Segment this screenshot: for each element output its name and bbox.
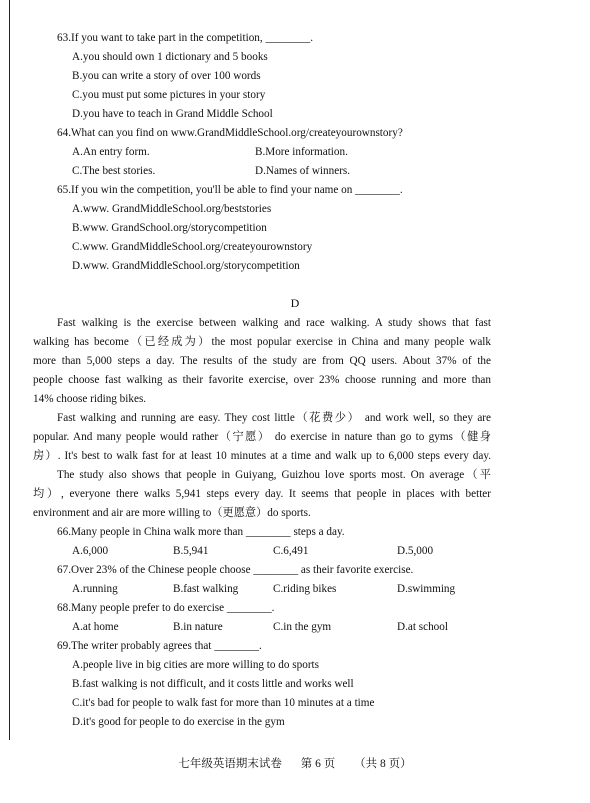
passage-line-6: Fast walking and running are easy. They cost little（花费少） and work well, so they are bbox=[57, 412, 491, 424]
q68-option-c: C.in the gym bbox=[273, 621, 332, 633]
q66-option-a: A.6,000 bbox=[72, 545, 109, 557]
passage-line-9: The study also shows that people in Guiyang, Guizhou love sports most. On average（平 bbox=[57, 469, 491, 481]
q68-option-b: B.in nature bbox=[173, 621, 223, 633]
question-65: 65.If you win the competition, you'll be able to find your name on ________. bbox=[57, 184, 403, 196]
question-64: 64.What can you find on www.GrandMiddleSchool.org/createyourownstory? bbox=[57, 127, 403, 139]
q67-option-b: B.fast walking bbox=[173, 583, 239, 595]
q68-option-d: D.at school bbox=[397, 621, 448, 633]
passage-line-1: Fast walking is the exercise between walking and race walking. A study shows that fast bbox=[57, 317, 491, 329]
q65-option-c: C.www. GrandMiddleSchool.org/createyourownstory bbox=[72, 241, 313, 253]
question-67: 67.Over 23% of the Chinese people choose ________ as their favorite exercise. bbox=[57, 564, 414, 576]
q65-option-a: A.www. GrandMiddleSchool.org/beststories bbox=[72, 203, 272, 215]
passage-line-10: 均）, everyone there walks 5,941 steps every day. It seems that people in places with better bbox=[33, 488, 491, 500]
q64-option-a: A.An entry form. bbox=[72, 146, 150, 158]
margin-rule bbox=[9, 0, 10, 740]
q69-option-d: D.it's good for people to do exercise in the gym bbox=[72, 716, 285, 728]
q66-option-b: B.5,941 bbox=[173, 545, 209, 557]
q64-option-b: B.More information. bbox=[255, 146, 348, 158]
passage-line-11: environment and air are more willing to（更愿意）do sports. bbox=[33, 507, 311, 519]
passage-line-8: 房）. It's best to walk fast for at least 10 minutes at a time and walk up to 6,000 steps every day. bbox=[33, 450, 491, 462]
q69-option-a: A.people live in big cities are more willing to do sports bbox=[72, 659, 320, 671]
q63-option-d: D.you have to teach in Grand Middle School bbox=[72, 108, 273, 120]
question-66: 66.Many people in China walk more than ________ steps a day. bbox=[57, 526, 345, 538]
passage-line-5: 14% choose riding bikes. bbox=[33, 393, 147, 405]
question-68: 68.Many people prefer to do exercise ________. bbox=[57, 602, 275, 614]
q69-option-b: B.fast walking is not difficult, and it costs little and works well bbox=[72, 678, 354, 690]
passage-line-4: people choose fast walking as their favorite exercise, over 23% choose running and more than bbox=[33, 374, 491, 386]
q67-option-a: A.running bbox=[72, 583, 118, 595]
question-69: 69.The writer probably agrees that ________. bbox=[57, 640, 262, 652]
q64-option-d: D.Names of winners. bbox=[255, 165, 351, 177]
passage-line-7: popular. And many people would rather（宁愿） do exercise in nature than go to gyms（健身 bbox=[33, 431, 491, 443]
passage-line-3: more than 5,000 steps a day. The results of the study are from QQ users. About 37% of the bbox=[33, 355, 491, 367]
q66-option-c: C.6,491 bbox=[273, 545, 309, 557]
q66-option-d: D.5,000 bbox=[397, 545, 434, 557]
passage-line-2: walking has become（已经成为）the most popular exercise in China and many people walk bbox=[33, 336, 491, 348]
q65-option-b: B.www. GrandSchool.org/storycompetition bbox=[72, 222, 267, 234]
q69-option-c: C.it's bad for people to walk fast for more than 10 minutes at a time bbox=[72, 697, 375, 709]
question-63: 63.If you want to take part in the competition, ________. bbox=[57, 32, 314, 44]
section-heading-d: D bbox=[290, 296, 300, 310]
footer-exam-title: 七年级英语期末试卷 bbox=[178, 758, 282, 770]
footer-page-number: 第 6 页 bbox=[300, 758, 336, 770]
q63-option-c: C.you must put some pictures in your story bbox=[72, 89, 266, 101]
q63-option-b: B.you can write a story of over 100 words bbox=[72, 70, 261, 82]
q67-option-d: D.swimming bbox=[397, 583, 456, 595]
footer-total-pages: （共 8 页） bbox=[354, 758, 412, 770]
q65-option-d: D.www. GrandMiddleSchool.org/storycompetition bbox=[72, 260, 300, 272]
q68-option-a: A.at home bbox=[72, 621, 119, 633]
page-footer bbox=[0, 755, 590, 771]
q64-option-c: C.The best stories. bbox=[72, 165, 156, 177]
q63-option-a: A.you should own 1 dictionary and 5 books bbox=[72, 51, 268, 63]
q67-option-c: C.riding bikes bbox=[273, 583, 337, 595]
